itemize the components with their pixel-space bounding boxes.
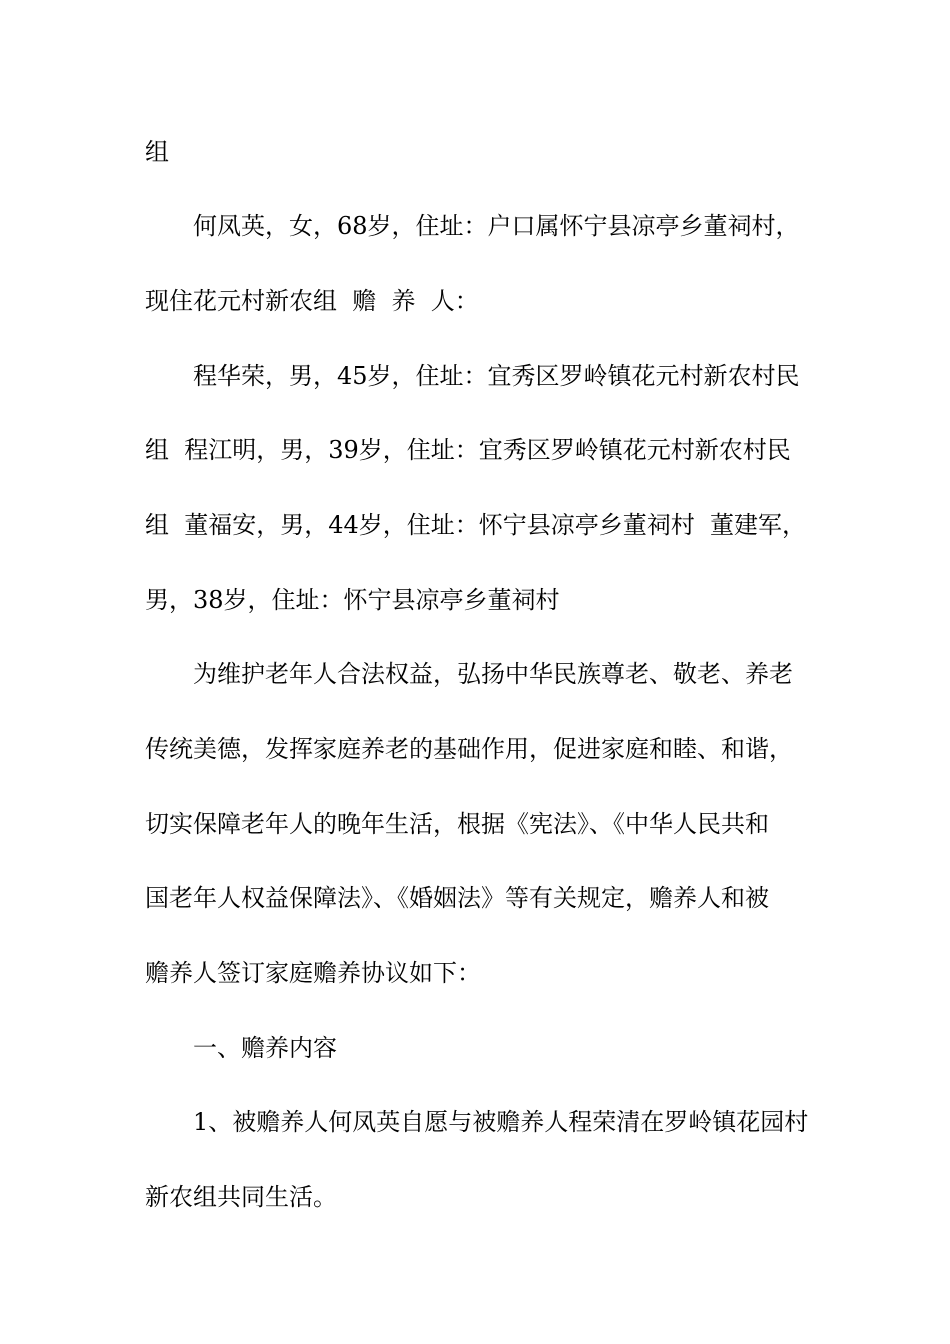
text-line: 国老年人权益保障法》、《婚姻法》等有关规定，赡养人和被 (145, 884, 769, 912)
text-line: 切实保障老年人的晚年生活，根据《宪法》、《中华人民共和 (145, 810, 769, 838)
text-line: 组 董福安，男，44岁，住址：怀宁县凉亭乡董祠村 董建军， (145, 511, 807, 539)
text-line: 传统美德，发挥家庭养老的基础作用，促进家庭和睦、和谐， (145, 735, 793, 763)
text-line: 为维护老年人合法权益，弘扬中华民族尊老、敬老、养老 (193, 660, 793, 688)
text-line: 组 (145, 138, 169, 166)
text-line: 男，38岁，住址：怀宁县凉亭乡董祠村 (145, 586, 560, 614)
text-line: 现住花元村新农组 赡 养 人： (145, 287, 479, 315)
text-line: 新农组共同生活。 (145, 1183, 337, 1211)
text-line: 赡养人签订家庭赡养协议如下： (145, 959, 481, 987)
text-line: 1、被赡养人何凤英自愿与被赡养人程荣清在罗岭镇花园村 (193, 1108, 809, 1136)
text-line: 程华荣，男，45岁，住址：宜秀区罗岭镇花元村新农村民 (193, 362, 800, 390)
text-line: 何凤英，女，68岁，住址：户口属怀宁县凉亭乡董祠村， (193, 212, 800, 240)
text-line: 组 程江明，男，39岁，住址：宜秀区罗岭镇花元村新农村民 (145, 436, 791, 464)
section-heading: 一、赡养内容 (193, 1034, 337, 1062)
